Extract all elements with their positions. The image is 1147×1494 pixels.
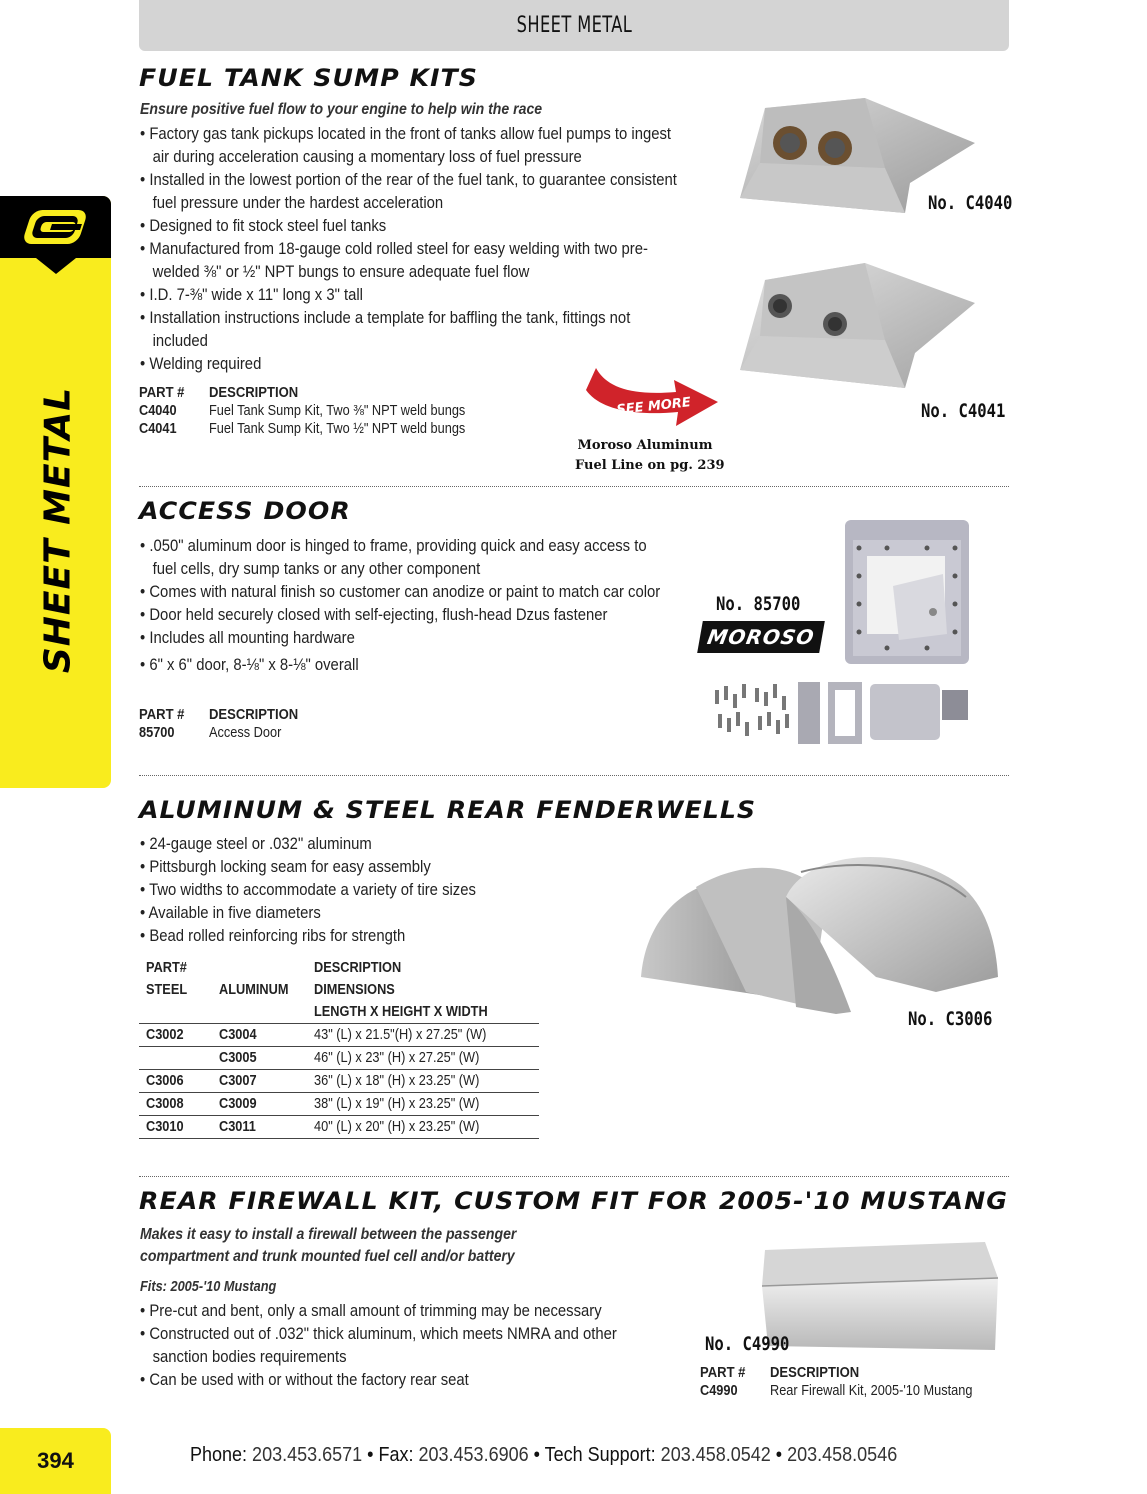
list-item: • Available in five diameters: [140, 902, 590, 925]
callout-c3006: No. C3006: [908, 1008, 993, 1030]
sump-bullets: [140, 123, 750, 376]
table-row: [139, 402, 559, 420]
list-item: • Factory gas tank pickups located in the front of tanks allow fuel pumps to ingest air during acceleration causing a momentary loss of fuel pressure: [140, 123, 689, 169]
table-row: C3002 C3004 43" (L) x 21.5"(H) x 27.25" (W): [139, 1024, 539, 1047]
c-logo-icon: [0, 196, 111, 258]
list-item: • Designed to fit stock steel fuel tanks: [140, 215, 689, 238]
callout-c4990: No. C4990: [705, 1333, 790, 1355]
see-more-ref[interactable]: [575, 436, 725, 476]
firewall-subtitle-1: Makes it easy to install a firewall between the passenger: [140, 1226, 517, 1243]
fenderwell-image: [636, 842, 1008, 1020]
firewall-bullets: [140, 1300, 700, 1392]
col-desc: DESCRIPTION: [209, 385, 299, 401]
tech-label: Tech Support:: [544, 1444, 656, 1466]
table-row: [700, 1382, 1020, 1400]
table-row: C3005 46" (L) x 23" (H) x 27.25" (W): [139, 1047, 539, 1070]
moroso-logo-text: MOROSO: [705, 625, 817, 649]
sump-part-table: [139, 384, 559, 438]
list-item: • Installation instructions include a template for baffling the tank, fittings not included: [140, 307, 689, 353]
sump-subtitle: Ensure positive fuel flow to your engine to help win the race: [140, 101, 543, 118]
phone-number[interactable]: 203.453.6571: [252, 1444, 363, 1466]
tech-number-1[interactable]: 203.458.0542: [660, 1444, 771, 1466]
phone-label: Phone:: [190, 1444, 248, 1466]
see-more-line2: Fuel Line on pg. 239: [575, 458, 725, 473]
table-row: [139, 420, 559, 438]
col-desc: DESCRIPTION: [770, 1365, 860, 1381]
list-item: • Can be used with or without the factory rear seat: [140, 1369, 644, 1392]
table-row: C3010 C3011 40" (L) x 20" (H) x 23.25" (W): [139, 1116, 539, 1139]
list-item: • Pre-cut and bent, only a small amount of trimming may be necessary: [140, 1300, 644, 1323]
part-desc: Fuel Tank Sump Kit, Two ½" NPT weld bungs: [209, 421, 466, 437]
callout-85700: No. 85700: [716, 593, 801, 615]
firewall-title: REAR FIREWALL KIT, CUSTOM FIT FOR 2005-'10 MUSTANG: [139, 1187, 1008, 1215]
list-item: • Two widths to accommodate a variety of tire sizes: [140, 879, 590, 902]
section-divider: [139, 486, 1009, 487]
fender-part-table: [139, 957, 539, 1139]
callout-c4041: No. C4041: [921, 400, 1006, 422]
tech-number-2[interactable]: 203.458.0546: [787, 1444, 898, 1466]
part-number: C4990: [700, 1383, 738, 1399]
col-part: PART #: [139, 707, 185, 723]
list-item: • Pittsburgh locking seam for easy assembly: [140, 856, 590, 879]
callout-c4040: No. C4040: [928, 192, 1013, 214]
part-desc: Fuel Tank Sump Kit, Two ⅜" NPT weld bungs: [209, 403, 466, 419]
list-item: • .050" aluminum door is hinged to frame, providing quick and easy access to fuel cells, dry sump tanks or any other component: [140, 535, 662, 581]
col-dimensions: DIMENSIONS: [314, 982, 395, 998]
access-part-table: [139, 706, 439, 742]
list-item: • Bead rolled reinforcing ribs for strength: [140, 925, 590, 948]
side-tab-label: SHEET METAL: [37, 386, 79, 674]
col-part: PART #: [139, 385, 185, 401]
fender-bullets: [140, 833, 640, 948]
sump-title: FUEL TANK SUMP KITS: [139, 64, 478, 92]
fender-title: ALUMINUM & STEEL REAR FENDERWELLS: [139, 796, 757, 824]
footer-contact: Phone: 203.453.6571 • Fax: 203.453.6906 • Tech Support: 203.458.0542 • 203.458.0546: [190, 1444, 898, 1466]
part-number: C4041: [139, 421, 177, 437]
col-part: PART#: [146, 960, 187, 976]
col-steel: STEEL: [146, 982, 188, 998]
list-item: • Constructed out of .032" thick aluminum, which meets NMRA and other sanction bodies requirements: [140, 1323, 644, 1369]
col-part: PART #: [700, 1365, 746, 1381]
section-divider: [139, 1176, 1009, 1177]
access-door-image: [843, 516, 973, 668]
firewall-subtitle-2: compartment and trunk mounted fuel cell and/or battery: [140, 1248, 515, 1265]
access-bullets: [140, 535, 720, 677]
header-bar: [139, 0, 1009, 51]
part-number: C4040: [139, 403, 177, 419]
page-number: 394: [0, 1428, 111, 1494]
col-desc: DESCRIPTION: [209, 707, 299, 723]
list-item: • Door held securely closed with self-ejecting, flush-head Dzus fastener: [140, 604, 662, 627]
list-item: • 24-gauge steel or .032" aluminum: [140, 833, 590, 856]
moroso-logo: [697, 621, 825, 653]
table-row: C3008 C3009 38" (L) x 19" (H) x 23.25" (W): [139, 1093, 539, 1116]
see-more-line1: Moroso Aluminum: [577, 438, 713, 453]
access-door-hardware-image: [710, 676, 975, 748]
col-desc: DESCRIPTION: [314, 960, 402, 976]
sump-kit-c4041-image: [735, 258, 980, 396]
fax-number[interactable]: 203.453.6906: [418, 1444, 529, 1466]
section-divider: [139, 775, 1009, 776]
col-aluminum: ALUMINUM: [219, 982, 289, 998]
part-number: 85700: [139, 725, 175, 741]
firewall-fits: Fits: 2005-'10 Mustang: [140, 1279, 277, 1295]
header-title: SHEET METAL: [516, 13, 632, 38]
fax-label: Fax:: [378, 1444, 414, 1466]
list-item: • Includes all mounting hardware: [140, 627, 662, 650]
col-lhw: LENGTH X HEIGHT X WIDTH: [314, 1004, 488, 1020]
table-row: [139, 724, 439, 742]
logo-pointer: [36, 258, 76, 274]
see-more-arrow-icon[interactable]: [584, 362, 724, 434]
list-item: • I.D. 7-⅜" wide x 11" long x 3" tall: [140, 284, 689, 307]
list-item: • Manufactured from 18-gauge cold rolled steel for easy welding with two pre-welded ⅜" or ½" NPT bungs to ensure adequate fuel flow: [140, 238, 689, 284]
list-item: • 6" x 6" door, 8-⅛" x 8-⅛" overall: [140, 654, 662, 677]
access-title: ACCESS DOOR: [139, 497, 351, 525]
part-desc: Access Door: [209, 725, 282, 741]
see-more-label: SEE MORE: [615, 395, 692, 418]
firewall-part-table: [700, 1364, 1020, 1400]
list-item: • Comes with natural finish so customer can anodize or paint to match car color: [140, 581, 662, 604]
part-desc: Rear Firewall Kit, 2005-'10 Mustang: [770, 1383, 973, 1399]
list-item: • Installed in the lowest portion of the rear of the fuel tank, to guarantee consistent fuel pressure under the hardest acceleration: [140, 169, 689, 215]
list-item: • Welding required: [140, 353, 689, 376]
table-row: C3006 C3007 36" (L) x 18" (H) x 23.25" (W): [139, 1070, 539, 1093]
